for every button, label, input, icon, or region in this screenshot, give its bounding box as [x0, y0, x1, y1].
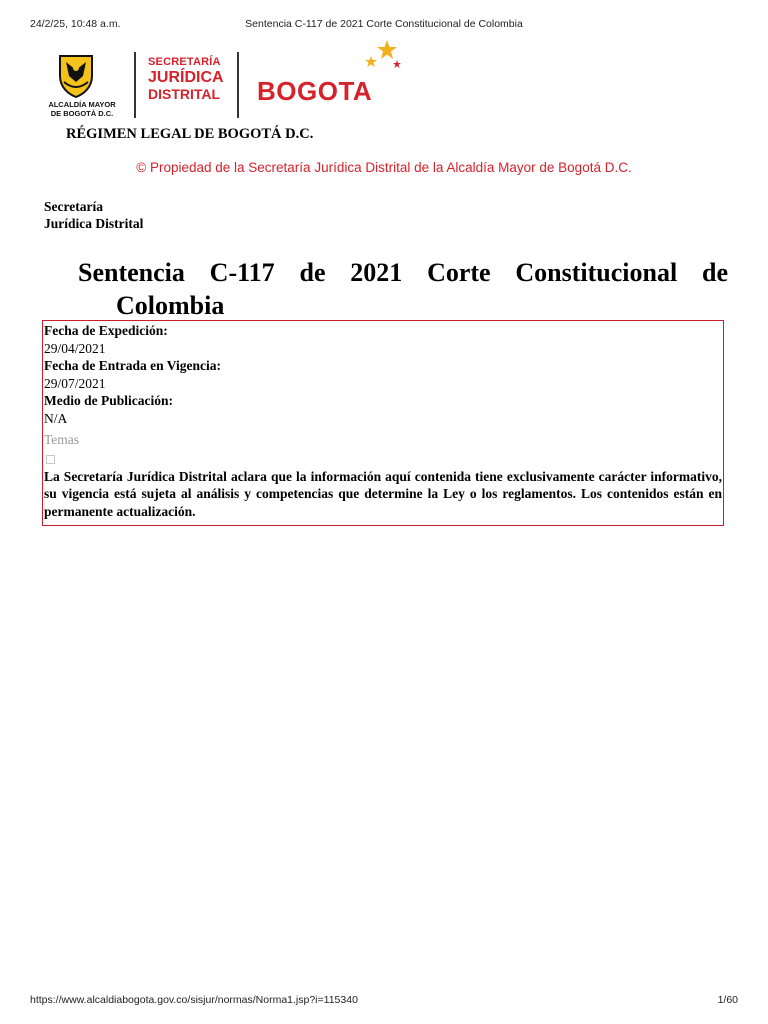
secretaria-logo-line2: JURÍDICA	[148, 69, 224, 86]
print-datetime: 24/2/25, 10:48 a.m.	[30, 18, 121, 30]
stars-icon	[361, 38, 401, 78]
logo-divider	[237, 52, 239, 118]
copyright-notice: © Propiedad de la Secretaría Jurídica Distrital de la Alcaldía Mayor de Bogotá D.C.	[136, 160, 632, 175]
document-title-line2: Colombia	[116, 291, 225, 320]
fecha-expedicion-value: 29/04/2021	[44, 340, 106, 356]
medio-publicacion-value: N/A	[44, 410, 68, 426]
alcaldia-caption-line1: ALCALDÍA MAYOR	[48, 100, 116, 109]
document-title-line1: Sentencia C-117 de 2021 Corte Constitucional de	[78, 258, 728, 287]
document-title	[78, 256, 728, 322]
medio-publicacion-label: Medio de Publicación:	[44, 393, 173, 408]
fecha-vigencia-value: 29/07/2021	[44, 375, 106, 391]
publisher-line1: Secretaría	[44, 199, 103, 214]
fecha-expedicion-label: Fecha de Expedición:	[44, 323, 168, 338]
bogota-logo	[257, 38, 407, 118]
document-info-box	[42, 320, 724, 526]
publisher-line2: Jurídica Distrital	[44, 216, 144, 231]
page-number: 1/60	[717, 994, 738, 1006]
logo-divider	[134, 52, 136, 118]
secretaria-logo-line1: SECRETARÍA	[148, 56, 221, 68]
header-logos	[42, 38, 422, 122]
print-footer	[30, 994, 738, 1008]
bogota-coat-of-arms-icon	[56, 52, 96, 98]
temas-link[interactable]: Temas	[44, 432, 80, 447]
bogota-logo-word: BOGOTA	[257, 76, 373, 106]
alcaldia-caption-line2: DE BOGOTÁ D.C.	[50, 109, 114, 118]
disclaimer-text: La Secretaría Jurídica Distrital aclara que la información aquí contenida tiene exclusivamente carácter informativo, su vigencia está sujeta al análisis y competencias que determine la Ley o los reglamentos. Los contenidos están en permanente actualización.	[44, 468, 722, 519]
secretaria-logo-line3: DISTRITAL	[148, 86, 221, 102]
regimen-legal-heading: RÉGIMEN LEGAL DE BOGOTÁ D.C.	[66, 126, 314, 142]
fecha-vigencia-label: Fecha de Entrada en Vigencia:	[44, 358, 221, 373]
secretaria-juridica-logo	[148, 56, 234, 102]
print-header	[30, 18, 738, 32]
print-url: https://www.alcaldiabogota.gov.co/sisjur/normas/Norma1.jsp?i=115340	[30, 994, 358, 1006]
print-document-title: Sentencia C-117 de 2021 Corte Constitucional de Colombia	[245, 18, 523, 30]
publisher-name	[44, 198, 143, 232]
alcaldia-logo	[42, 38, 122, 122]
temas-checkbox[interactable]	[46, 455, 55, 464]
